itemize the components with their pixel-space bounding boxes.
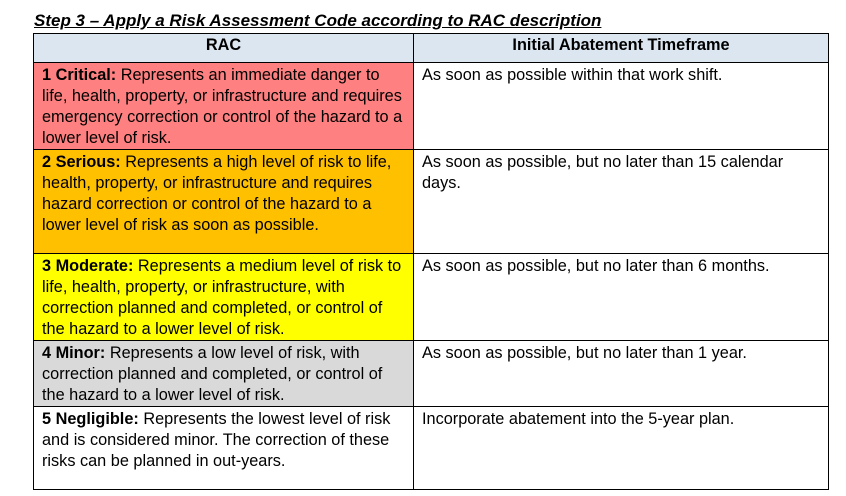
rac-description: Represents a high level of risk to life, health, property, or infrastructure and requires hazard correction or control of the hazard to a lower level of risk as soon as possible. <box>42 153 392 234</box>
step-title: Step 3 – Apply a Risk Assessment Code according to RAC description <box>34 11 602 30</box>
table-row-negligible <box>34 407 829 490</box>
rac-level-label: 2 Serious: <box>42 153 121 171</box>
timeframe-cell-moderate: As soon as possible, but no later than 6 months. <box>414 254 829 341</box>
rac-cell-moderate <box>34 254 414 341</box>
rac-cell-minor <box>34 341 414 407</box>
rac-level-label: 3 Moderate: <box>42 257 134 275</box>
timeframe-cell-serious: As soon as possible, but no later than 15 calendar days. <box>414 150 829 254</box>
rac-level-label: 4 Minor: <box>42 344 106 362</box>
table-row-critical <box>34 63 829 150</box>
table-row-serious <box>34 150 829 254</box>
column-header-timeframe: Initial Abatement Timeframe <box>414 34 829 63</box>
timeframe-cell-critical: As soon as possible within that work shift. <box>414 63 829 150</box>
timeframe-cell-minor: As soon as possible, but no later than 1 year. <box>414 341 829 407</box>
column-header-rac: RAC <box>34 34 414 63</box>
timeframe-cell-negligible: Incorporate abatement into the 5-year plan. <box>414 407 829 490</box>
table-row-minor <box>34 341 829 407</box>
table-row-moderate <box>34 254 829 341</box>
rac-cell-critical <box>34 63 414 150</box>
rac-level-label: 1 Critical: <box>42 66 117 84</box>
rac-description: Represents a medium level of risk to life, health, property, or infrastructure, with correction planned and completed, or control of the hazard to a lower level of risk. <box>42 257 402 338</box>
rac-description: Represents an immediate danger to life, health, property, or infrastructure and requires emergency correction or control of the hazard to a lower level of risk. <box>42 66 403 147</box>
rac-description: Represents a low level of risk, with correction planned and completed, or control of the hazard to a lower level of risk. <box>42 344 383 404</box>
rac-cell-negligible <box>34 407 414 490</box>
table-header-row <box>34 34 829 63</box>
rac-description: Represents the lowest level of risk and is considered minor. The correction of these risks can be planned in out-years. <box>42 410 391 470</box>
rac-cell-serious <box>34 150 414 254</box>
rac-level-label: 5 Negligible: <box>42 410 139 428</box>
rac-table <box>33 33 829 490</box>
